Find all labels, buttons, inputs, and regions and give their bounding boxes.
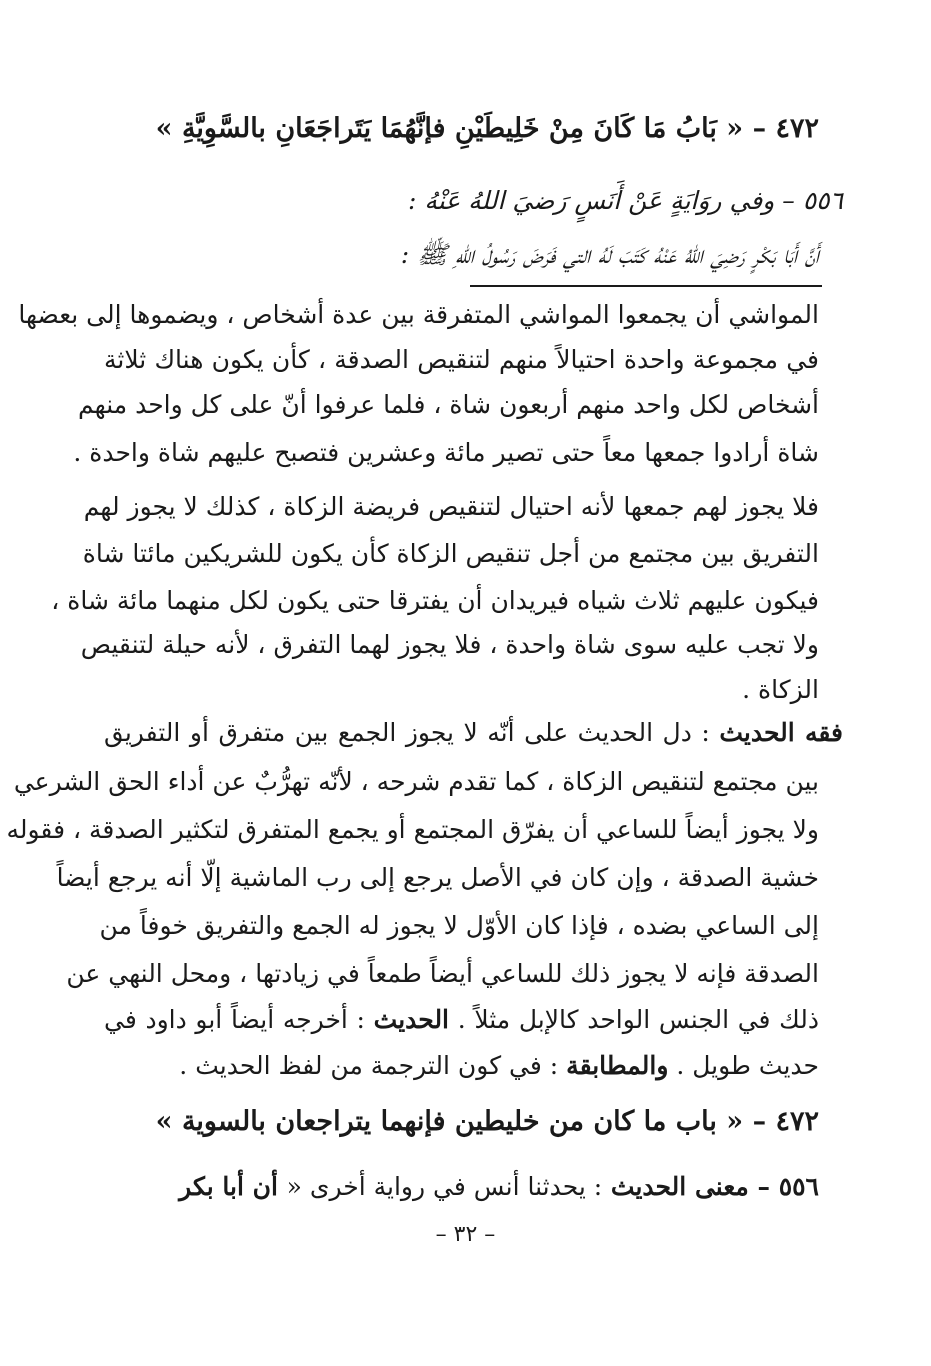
hadith-meaning-bold-tail: أن أبا بكر (179, 1172, 278, 1201)
chapter-heading-repeat (156, 1105, 819, 1139)
fiqh-line (104, 1005, 819, 1039)
hadith-text: أَنَّ أَبَا بَكْرٍ رَضِيَ اللهُ عَنْهُ كَتَبَ لَهُ التي فَرَضَ رَسُولُ اللهِ ﷺ : (400, 240, 819, 269)
commentary-line: فيكون عليهم ثلاث شياه فيريدان أن يفترقا حتى يكون لكل منهما مائة شاة ، (51, 586, 819, 615)
hadith-number: ٥٥٦ (778, 1172, 819, 1201)
page-number: – ٣٢ – (435, 1222, 496, 1247)
commentary-line: فلا يجوز لهم جمعها لأنه احتيال لتنقيص فريضة الزكاة ، كذلك لا يجوز لهم (83, 492, 819, 521)
commentary-line: ولا تجب عليه سوى شاة واحدة ، فلا يجوز لهما التفرق ، لأنه حيلة لتنقيص (80, 630, 819, 659)
hadith-divider (470, 285, 822, 287)
fiqh-line: خشية الصدقة ، وإن كان في الأصل يرجع إلى رب الماشية إلّا أنه يرجع أيضاً (56, 863, 819, 892)
mutabaqa-label: والمطابقة (566, 1051, 669, 1080)
fiqh-first-line (104, 718, 843, 752)
hadith-meaning-label: – معنى الحديث (610, 1172, 770, 1201)
hadith-meaning-text: : يحدثنا أنس في رواية أخرى « (286, 1172, 603, 1201)
chapter-heading (156, 112, 819, 146)
fiqh-line-text: ذلك في الجنس الواحد كالإبل مثلاً . (457, 1005, 819, 1034)
commentary-line: أشخاص لكل واحد منهم أربعون شاة ، فلما عرفوا أنّ على كل واحد منهم (78, 390, 819, 419)
fiqh-line-text: حديث طويل . (676, 1051, 819, 1080)
chapter-title: – « بَابُ مَا كَانَ مِنْ خَلِيطَيْنِ فإنَّهُمَا يَتَراجَعَانِ بالسَّوِيَّةِ » (155, 113, 767, 144)
fiqh-line-text: : أخرجه أيضاً أبو داود في (104, 1005, 365, 1034)
fiqh-line: ولا يجوز أيضاً للساعي أن يفرّق المجتمع أو يجمع المتفرق لتكثير الصدقة ، فقوله (6, 815, 819, 844)
chapter-title: – « باب ما كان من خليطين فإنهما يتراجعان بالسوية » (155, 1106, 767, 1137)
fiqh-line: بين مجتمع لتنقيص الزكاة ، كما تقدم شرحه ، لأنّه تهرُّبٌ عن أداء الحق الشرعي (13, 767, 819, 796)
hadith-label: الحديث (373, 1005, 450, 1034)
commentary-line: شاة أرادوا جمعها معاً حتى تصير مائة وعشرين فتصبح عليهم شاة واحدة . (73, 438, 819, 467)
commentary-line: الزكاة . (742, 675, 819, 704)
chapter-number: ٤٧٢ (775, 113, 819, 144)
fiqh-line: إلى الساعي بضده ، فإذا كان الأوّل لا يجوز له الجمع والتفريق خوفاً من (99, 911, 819, 940)
hadith-meaning-line (179, 1170, 819, 1204)
commentary-line: في مجموعة واحدة احتيالاً منهم لتنقيص الصدقة ، كأن يكون هناك ثلاثة (104, 345, 819, 374)
fiqh-line (104, 1051, 819, 1085)
chapter-number: ٤٧٢ (775, 1106, 819, 1137)
fiqh-label: فقه الحديث (719, 718, 843, 747)
hadith-intro: ٥٥٦ – وفي روَايَةٍ عَنْ أَنَسٍ رَضيَ اللهُ عَنْهُ : (407, 186, 843, 215)
fiqh-first-line-text: : دل الحديث على أنّه لا يجوز الجمع بين متفرق أو التفريق (104, 718, 710, 747)
commentary-line: المواشي أن يجمعوا المواشي المتفرقة بين عدة أشخاص ، ويضموها إلى بعضها (18, 300, 819, 329)
fiqh-line: الصدقة فإنه لا يجوز ذلك للساعي أيضاً طمعاً في زيادتها ، ومحل النهي عن (66, 959, 819, 988)
fiqh-line-text: : في كون الترجمة من لفظ الحديث . (179, 1051, 559, 1080)
commentary-line: التفريق بين مجتمع من أجل تنقيص الزكاة كأن يكون للشريكين مائتا شاة (82, 539, 819, 568)
